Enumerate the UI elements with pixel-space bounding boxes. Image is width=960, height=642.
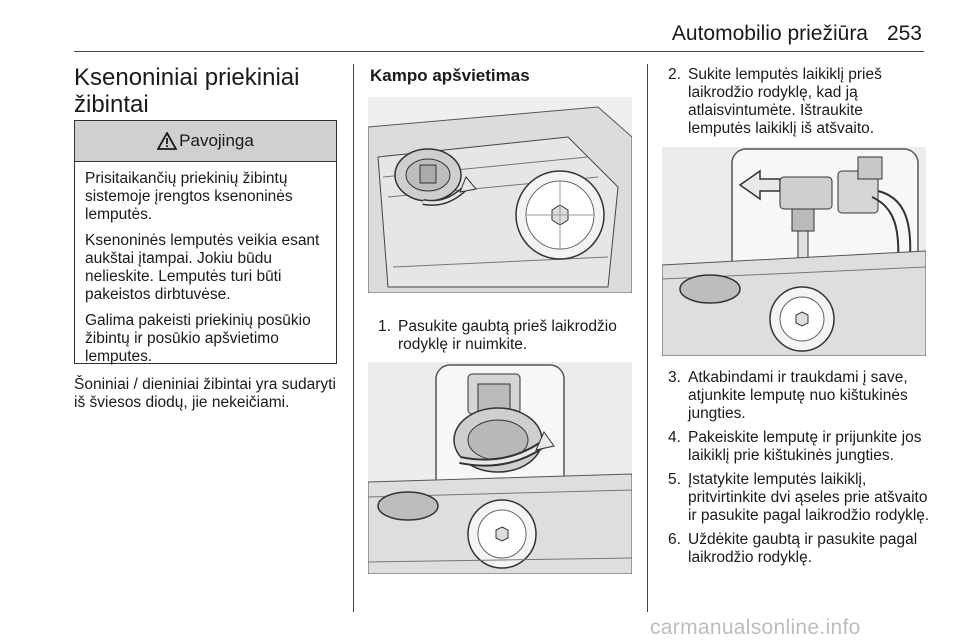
step-text: Sukite lemputės laikiklį prieš laikrodžio rodyklę, kad ją atlaisvintumėte. Ištraukite lemputės laikiklį iš atšvaito. [688,66,882,137]
column-divider-2 [647,64,648,612]
step-number: 3. [668,369,681,386]
page-heading: Ksenoniniai priekiniai žibintai [74,64,300,118]
section-heading: Kampo apšvietimas [370,66,530,85]
step-item [378,318,638,354]
step-item [668,66,930,138]
step-number: 1. [378,318,391,335]
warning-body [75,162,336,366]
warning-title: Pavojinga [179,131,254,150]
step-list-col3-top [668,66,930,144]
body-paragraph: Šoniniai / dieniniai žibintai yra sudaryti iš šviesos diodų, jie nekeičiami. [74,376,336,411]
step-text: Atkabindami ir traukdami į save, atjunkite lemputę nuo kištukinės jungties. [688,369,908,422]
warning-triangle-icon [157,132,177,150]
step-item [668,429,930,465]
step-item [668,531,930,567]
step-list-col3-bottom [668,369,930,573]
step-text: Uždėkite gaubtą ir pasukite pagal laikrodžio rodyklę. [688,531,918,566]
figure-cover-removal [368,97,632,293]
header-rule [74,51,924,52]
step-number: 5. [668,471,681,488]
step-number: 2. [668,66,681,83]
step-number: 4. [668,429,681,446]
watermark: carmanualsonline.info [650,616,861,639]
step-number: 6. [668,531,681,548]
warning-paragraph: Galima pakeisti priekinių posūkio žibintų ir posūkio apšvietimo lemputes. [85,312,311,365]
step-item [668,369,930,423]
warning-paragraph: Ksenoninės lemputės veikia esant aukštai įtampai. Jokiu būdu nelieskite. Lemputės turi būti pakeistos dirbtuvėse. [85,232,320,303]
step-item [668,471,930,525]
warning-header [75,121,336,162]
step-list-col2 [378,318,638,360]
step-text: Pakeiskite lemputę ir prijunkite jos laikiklį prie kištukinės jungties. [688,429,922,464]
page-number: 253 [886,22,922,45]
figure-holder-turn [368,362,632,574]
section-title: Automobilio priežiūra [671,22,868,45]
warning-paragraph: Prisitaikančių priekinių žibintų sistemoje įrengtos ksenoninės lemputės. [85,170,293,223]
step-text: Įstatykite lemputės laikiklį, pritvirtinkite dvi ąseles prie atšvaito ir pasukite pagal laikrodžio rodyklę. [688,471,930,524]
warning-box [74,120,337,364]
figure-bulb-pull [662,147,926,356]
step-text: Pasukite gaubtą prieš laikrodžio rodyklę ir nuimkite. [398,318,617,353]
column-divider-1 [353,64,354,612]
